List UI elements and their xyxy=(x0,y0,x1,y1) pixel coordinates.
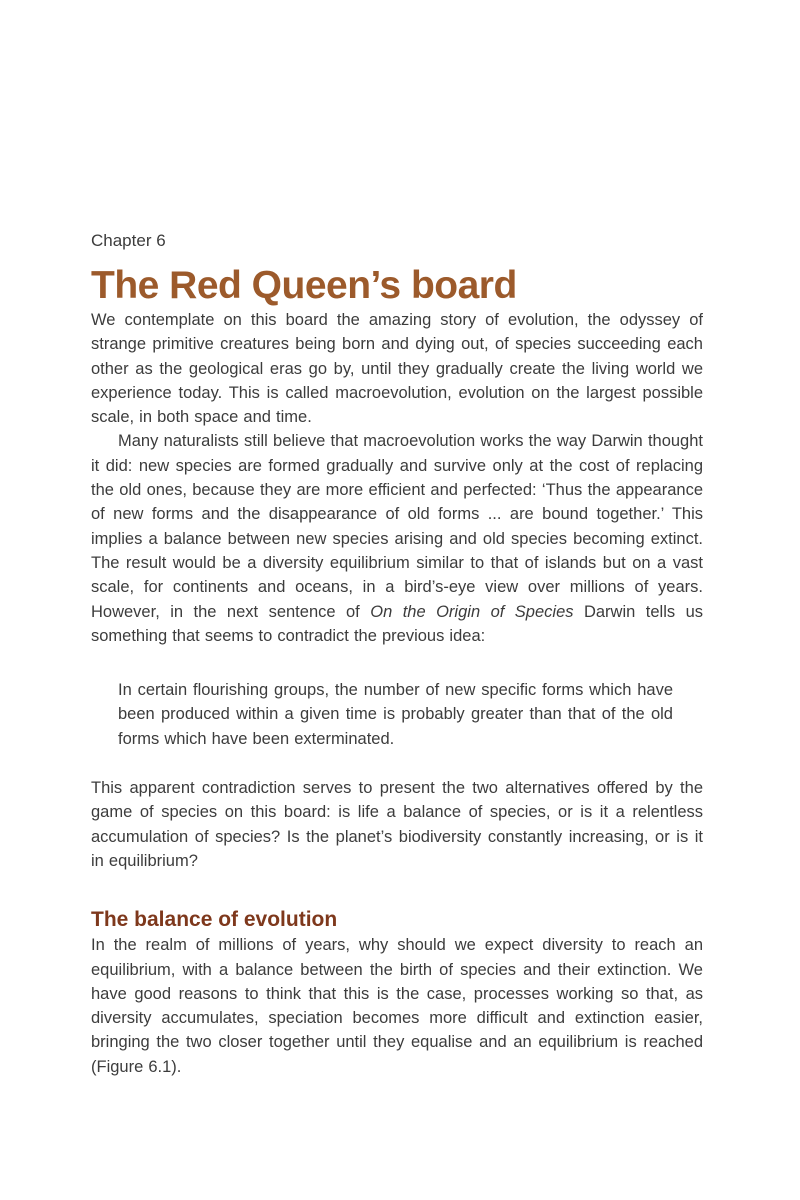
section-heading-balance-of-evolution: The balance of evolution xyxy=(91,908,338,932)
darwin-quote: In certain flourishing groups, the number of new specific forms which have been produced within a given time is probably greater than that of the old forms which have been exterminated. xyxy=(118,681,673,748)
paragraph-contradiction: This apparent contradiction serves to present the two alternatives offered by the game of species on this board: is life a balance of species, or is it a relentless accumulation of species? Is the planet’s biodiversity constantly increasing, or is it in equilibrium? xyxy=(91,779,703,870)
chapter-label: Chapter 6 xyxy=(91,231,166,250)
paragraph-equilibrium: In the realm of millions of years, why should we expect diversity to reach an equilibrium, with a balance between the birth of species and their extinction. We have good reasons to think that this is the case, processes working so that, as diversity accumulates, speciation becomes more difficult and extinction easier, bringing the two closer together until they equalise and an equilibrium is reached (Figure 6.1). xyxy=(91,936,703,1076)
paragraph-naturalists-text-after: Darwin tells us something that seems to contradict the previous idea: xyxy=(91,602,703,645)
book-title-italic: On the Origin of Species xyxy=(370,602,574,621)
paragraph-naturalists xyxy=(91,429,703,648)
paragraph-intro: We contemplate on this board the amazing story of evolution, the odyssey of strange primitive creatures being born and dying out, of species succeeding each other as the geological eras go by, until they gradually create the living world we experience today. This is called macroevolution, evolution on the largest possible scale, in both space and time. xyxy=(91,311,703,427)
chapter-title: The Red Queen’s board xyxy=(91,264,517,307)
paragraph-naturalists-text: Many naturalists still believe that macroevolution works the way Darwin thought it did: new species are formed gradually and survive only at the cost of replacing the old ones, because they are more efficient and perfected: ‘Thus the appearance of new forms and the disappearance of old forms ... are bound together.’ This implies a balance between new species arising and old species becoming extinct. The result would be a diversity equilibrium similar to that of islands but on a vast scale, for continents and oceans, in a bird’s-eye view over millions of years. However, in the next sentence of xyxy=(91,432,703,621)
